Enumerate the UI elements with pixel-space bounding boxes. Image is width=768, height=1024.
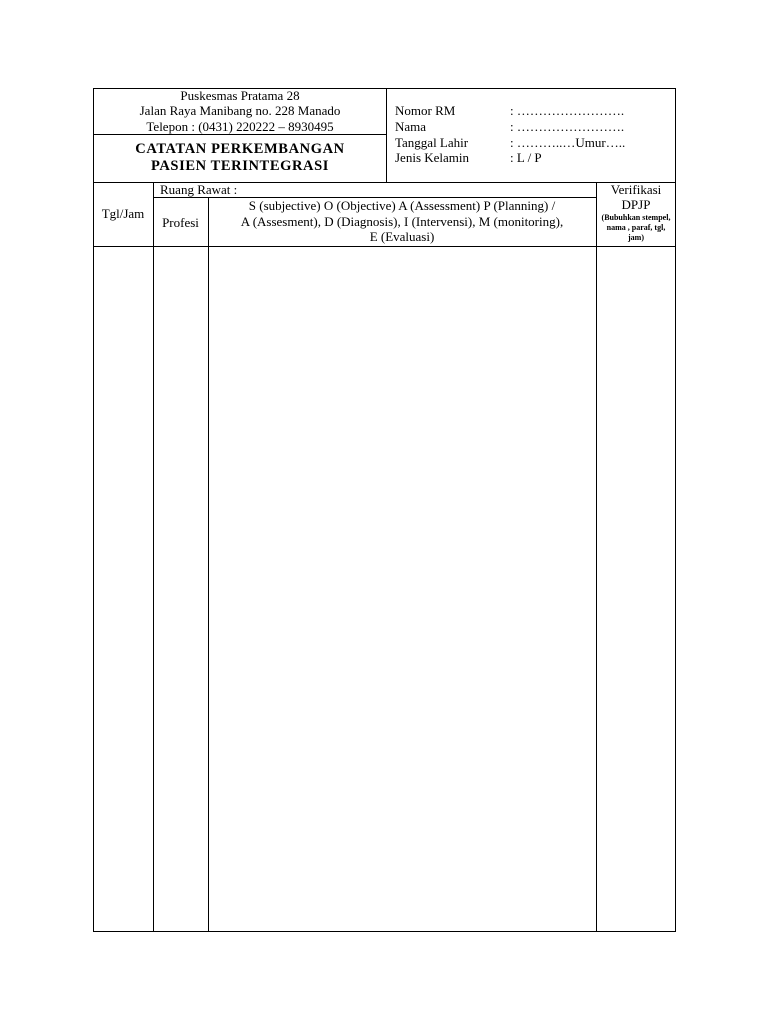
- body-cell-verifikasi-dpjp[interactable]: [597, 247, 675, 931]
- clinic-phone: Telepon : (0431) 220222 – 8930495: [146, 119, 334, 134]
- clinic-address: Jalan Raya Manibang no. 228 Manado: [139, 103, 341, 118]
- body-cell-soap-notes[interactable]: [209, 247, 596, 931]
- form-title-line1: CATATAN PERKEMBANGAN: [135, 141, 345, 157]
- column-header-profesi: Profesi: [162, 215, 199, 230]
- ruang-rawat-label: Ruang Rawat :: [160, 182, 238, 197]
- soap-legend-line3: E (Evaluasi): [369, 229, 435, 244]
- soap-legend-line1: S (subjective) O (Objective) A (Assessment) P (Planning) /: [248, 198, 556, 213]
- column-header-tgl-jam: Tgl/Jam: [101, 206, 145, 221]
- field-value-nama[interactable]: : …………………….: [510, 119, 625, 134]
- dpjp-note: (Bubuhkan stempel, nama , paraf, tgl, jam): [601, 213, 671, 242]
- column-header-verifikasi: Verifikasi: [610, 182, 662, 197]
- field-label-tanggal-lahir: Tanggal Lahir: [395, 135, 469, 150]
- field-label-nomor-rm: Nomor RM: [395, 103, 456, 118]
- body-cell-tgl-jam[interactable]: [94, 247, 153, 931]
- clinic-name: Puskesmas Pratama 28: [180, 88, 300, 103]
- header-clinic-title-divider: [93, 134, 387, 135]
- form-title-line2: PASIEN TERINTEGRASI: [150, 158, 330, 174]
- body-cell-profesi[interactable]: [154, 247, 208, 931]
- column-header-dpjp: DPJP: [621, 197, 651, 212]
- soap-legend-line2: A (Assesment), D (Diagnosis), I (Intervensi), M (monitoring),: [240, 214, 564, 229]
- field-label-nama: Nama: [395, 119, 427, 134]
- field-value-tanggal-lahir[interactable]: : ………..…Umur…..: [510, 135, 626, 150]
- field-value-nomor-rm[interactable]: : …………………….: [510, 103, 625, 118]
- field-label-jenis-kelamin: Jenis Kelamin: [395, 150, 470, 165]
- field-value-jenis-kelamin[interactable]: : L / P: [510, 150, 542, 165]
